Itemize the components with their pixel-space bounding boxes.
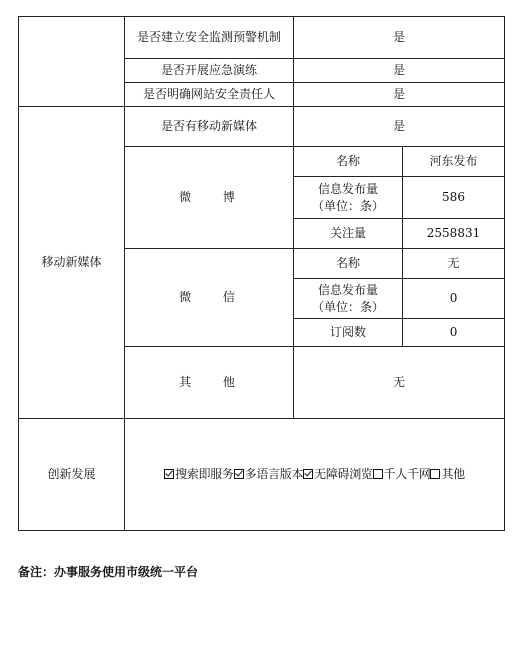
weibo-name-label: 名称 xyxy=(294,147,403,177)
unchecked-box-icon[interactable] xyxy=(373,469,383,479)
footnote: 备注：办事服务使用市级统一平台 xyxy=(18,565,199,579)
wechat-name-label: 名称 xyxy=(294,249,403,279)
innovation-option xyxy=(234,467,304,481)
wechat-name-value: 无 xyxy=(403,249,505,279)
warning-mechanism-value: 是 xyxy=(294,17,505,59)
emergency-drill-label: 是否开展应急演练 xyxy=(125,59,294,83)
other-media-value: 无 xyxy=(294,347,505,419)
weibo-post-count-label-line1: 信息发布量 xyxy=(317,181,378,196)
weibo-post-count-value: 586 xyxy=(403,177,505,219)
mobile-media-section-label: 移动新媒体 xyxy=(19,107,125,419)
wechat-label: 微 信 xyxy=(125,249,294,347)
innovation-label: 创新发展 xyxy=(19,419,125,531)
innovation-option-label: 其他 xyxy=(441,467,465,481)
wechat-subscribers-label: 订阅数 xyxy=(294,319,403,347)
checked-box-icon[interactable] xyxy=(164,469,174,479)
weibo-post-count-label xyxy=(294,177,403,219)
innovation-option-label: 千人千网 xyxy=(383,467,431,481)
warning-mechanism-label: 是否建立安全监测预警机制 xyxy=(125,17,294,59)
checked-box-icon[interactable] xyxy=(303,469,313,479)
checked-box-icon[interactable] xyxy=(234,469,244,479)
security-owner-value: 是 xyxy=(294,83,505,107)
weibo-name-value: 河东发布 xyxy=(403,147,505,177)
innovation-option xyxy=(164,467,234,481)
innovation-option xyxy=(430,467,464,481)
innovation-option-label: 无障碍浏览 xyxy=(314,467,373,481)
has-mobile-media-value: 是 xyxy=(294,107,505,147)
weibo-followers-value: 2558831 xyxy=(403,219,505,249)
innovation-option xyxy=(373,467,431,481)
weibo-post-count-label-line2: （单位：条） xyxy=(311,198,384,213)
weibo-followers-label: 关注量 xyxy=(294,219,403,249)
wechat-subscribers-value: 0 xyxy=(403,319,505,347)
wechat-post-count-label-line2: （单位：条） xyxy=(311,299,384,314)
innovation-option-label: 搜索即服务 xyxy=(175,467,234,481)
other-media-label: 其 他 xyxy=(125,347,294,419)
wechat-post-count-value: 0 xyxy=(403,279,505,319)
weibo-label: 微 博 xyxy=(125,147,294,249)
innovation-option-list xyxy=(129,466,500,483)
info-table xyxy=(18,16,505,531)
emergency-drill-value: 是 xyxy=(294,59,505,83)
wechat-post-count-label xyxy=(294,279,403,319)
innovation-option-label: 多语言版本 xyxy=(244,467,304,481)
security-owner-label: 是否明确网站安全责任人 xyxy=(125,83,294,107)
has-mobile-media-label: 是否有移动新媒体 xyxy=(125,107,294,147)
wechat-post-count-label-line1: 信息发布量 xyxy=(317,282,378,297)
security-section-cell xyxy=(19,17,125,107)
innovation-options xyxy=(125,419,505,531)
innovation-option xyxy=(303,467,373,481)
unchecked-box-icon[interactable] xyxy=(430,469,440,479)
